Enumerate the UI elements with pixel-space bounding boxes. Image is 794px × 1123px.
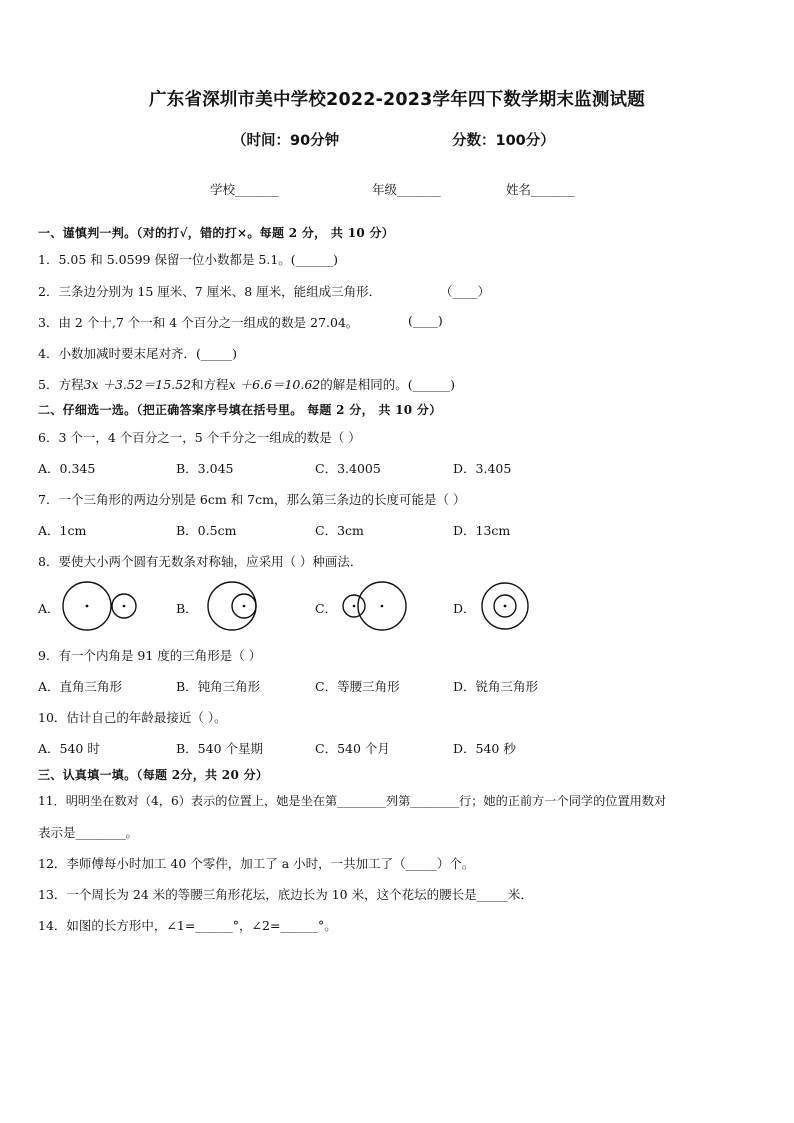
exam-score: 分数：100分） bbox=[452, 133, 555, 149]
question-7: 7．一个三角形的两边分别是 6cm 和 7cm，那么第三条边的长度可能是（ ） bbox=[38, 492, 466, 507]
question-10-option-c[interactable]: C．540 个月 bbox=[315, 741, 390, 756]
option-c-tangent-circles-figure bbox=[340, 580, 412, 634]
school-field[interactable]: 学校_______ bbox=[210, 182, 279, 197]
question-5 bbox=[38, 375, 455, 393]
section-3-heading: 三、认真填一填。（每题 2分，共 20 分） bbox=[38, 768, 269, 782]
question-6-option-c[interactable]: C．3.4005 bbox=[315, 461, 381, 476]
question-1: 1．5.05 和 5.0599 保留一位小数都是 5.1。(______) bbox=[38, 252, 339, 267]
question-10: 10．估计自己的年龄最接近（ ）。 bbox=[38, 710, 227, 725]
question-12: 12．李师傅每小时加工 40 个零件，加工了 a 小时，一共加工了（_____）个。 bbox=[38, 856, 475, 871]
question-13: 13．一个周长为 24 米的等腰三角形花坛，底边长为 10 米，这个花坛的腰长是_____米． bbox=[38, 887, 533, 902]
question-8-option-c[interactable]: C． bbox=[315, 601, 338, 616]
question-9-option-a[interactable]: A．直角三角形 bbox=[38, 679, 123, 694]
question-5-equation-1: 3x ＋3.52＝15.52 bbox=[83, 377, 192, 392]
question-8-option-d[interactable]: D． bbox=[453, 601, 476, 616]
question-8-option-a[interactable]: A． bbox=[38, 601, 60, 616]
question-10-option-d[interactable]: D．540 秒 bbox=[453, 741, 516, 756]
question-11-line-2: 表示是________。 bbox=[38, 825, 139, 840]
question-5-equation-2: x ＋6.6＝10.62 bbox=[228, 377, 321, 392]
question-6: 6．3 个一，4 个百分之一，5 个千分之一组成的数是（ ） bbox=[38, 430, 361, 445]
section-1-heading: 一、谨慎判一判。（对的打√，错的打×。每题 2 分， 共 10 分） bbox=[38, 226, 395, 240]
question-6-option-b[interactable]: B．3.045 bbox=[176, 461, 234, 476]
question-5-text-a: 5．方程 bbox=[38, 377, 84, 392]
question-4: 4．小数加减时要末尾对齐．(_____) bbox=[38, 346, 237, 361]
question-9-option-c[interactable]: C．等腰三角形 bbox=[315, 679, 400, 694]
question-10-option-a[interactable]: A．540 时 bbox=[38, 741, 100, 756]
question-7-option-d[interactable]: D．13cm bbox=[453, 523, 511, 538]
question-2: 2．三条边分别为 15 厘米、7 厘米、8 厘米，能组成三角形． bbox=[38, 284, 382, 299]
question-10-option-b[interactable]: B．540 个星期 bbox=[176, 741, 264, 756]
question-14: 14．如图的长方形中，∠1=______°，∠2=______°。 bbox=[38, 918, 337, 933]
question-7-option-a[interactable]: A．1cm bbox=[38, 523, 87, 538]
question-2-answer-bracket[interactable]: （____） bbox=[440, 284, 491, 299]
question-8: 8．要使大小两个圆有无数条对称轴，应采用（ ）种画法． bbox=[38, 554, 363, 569]
question-5-text-b: 和方程 bbox=[191, 377, 229, 392]
option-d-concentric-circles-figure bbox=[480, 580, 532, 634]
question-3: 3．由 2 个十,7 个一和 4 个百分之一组成的数是 27.04。 bbox=[38, 315, 359, 330]
option-b-internally-tangent-circles-figure bbox=[204, 580, 264, 634]
section-2-heading: 二、仔细选一选。（把正确答案序号填在括号里。 每题 2 分， 共 10 分） bbox=[38, 403, 442, 417]
question-7-option-b[interactable]: B．0.5cm bbox=[176, 523, 237, 538]
grade-field[interactable]: 年级_______ bbox=[372, 182, 441, 197]
question-9-option-b[interactable]: B．钝角三角形 bbox=[176, 679, 261, 694]
question-9: 9．有一个内角是 91 度的三角形是（ ） bbox=[38, 648, 262, 663]
question-9-option-d[interactable]: D．锐角三角形 bbox=[453, 679, 539, 694]
question-11-line-1: 11．明明坐在数对（4，6）表示的位置上，她是坐在第________列第________行；她的正前方一个同学的位置用数对 bbox=[38, 794, 667, 808]
exam-time: （时间：90分钟 bbox=[232, 133, 340, 149]
question-3-answer-bracket[interactable]: (____) bbox=[408, 313, 443, 328]
name-field[interactable]: 姓名_______ bbox=[506, 182, 575, 197]
question-7-option-c[interactable]: C．3cm bbox=[315, 523, 364, 538]
question-6-option-a[interactable]: A．0.345 bbox=[38, 461, 96, 476]
question-6-option-d[interactable]: D．3.405 bbox=[453, 461, 512, 476]
question-8-option-b[interactable]: B． bbox=[176, 601, 198, 616]
option-a-separate-circles-figure bbox=[60, 580, 140, 634]
exam-title: 广东省深圳市美中学校2022-2023学年四下数学期末监测试题 bbox=[149, 90, 645, 110]
question-5-text-c: 的解是相同的。(______) bbox=[320, 377, 456, 392]
